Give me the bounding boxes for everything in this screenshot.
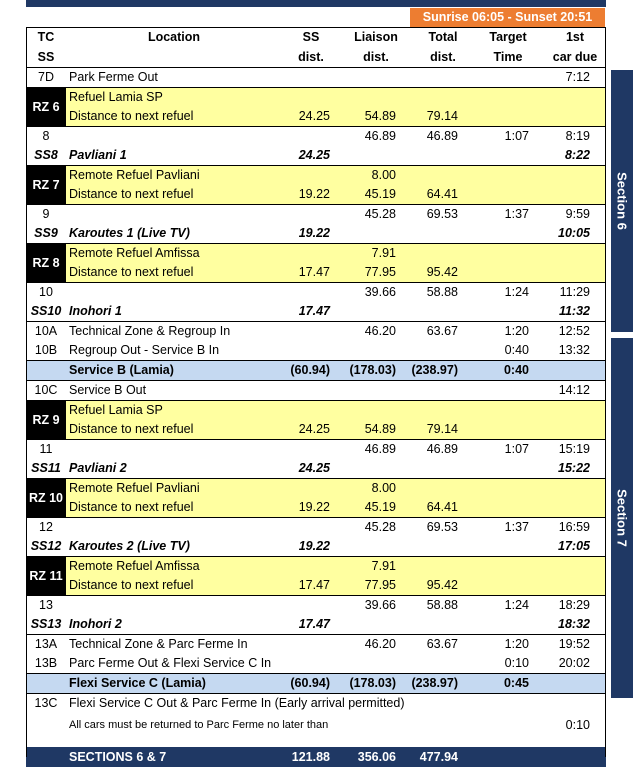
target-cell: 1:07: [504, 129, 529, 143]
tc-cell: 10C: [34, 383, 58, 397]
liaison-cell: 46.20: [364, 324, 396, 338]
tc-cell: 13B: [34, 656, 58, 670]
table-row: [26, 694, 606, 713]
location-cell: Distance to next refuel: [69, 500, 194, 514]
header-location: Location: [147, 30, 201, 44]
ss-dist-cell: (60.94): [290, 676, 330, 690]
service-name: Flexi Service C (Lamia): [69, 676, 206, 690]
stage-row: [26, 302, 606, 322]
refuel-row: [26, 244, 606, 270]
stage-id: SS11: [31, 461, 61, 475]
tc-cell: 8: [42, 129, 50, 143]
refuel-distance-row: [26, 263, 606, 283]
car-due-cell: 15:22: [558, 461, 590, 475]
total-cell: 63.67: [426, 324, 458, 338]
table-row: [26, 596, 606, 615]
refuel-row: [26, 166, 606, 192]
stage-id: SS12: [30, 539, 62, 553]
location-cell: Service B Out: [69, 383, 147, 397]
location-cell: Remote Refuel Pavliani: [69, 481, 200, 495]
stage-name: Inohori 2: [69, 617, 122, 631]
target-cell: 1:20: [504, 637, 529, 651]
parc-ferme-note: All cars must be returned to Parc Ferme no later than: [69, 719, 329, 731]
liaison-cell: 46.89: [364, 442, 396, 456]
location-cell: Remote Refuel Pavliani: [69, 168, 200, 182]
table-row: [26, 205, 606, 224]
liaison-cell: 356.06: [357, 750, 396, 764]
ss-dist-cell: 19.22: [298, 187, 330, 201]
total-cell: 477.94: [419, 750, 458, 764]
refuel-distance-row: [26, 576, 606, 596]
header-ss: SS: [302, 30, 320, 44]
liaison-cell: 8.00: [371, 168, 396, 182]
liaison-cell: 54.89: [364, 109, 396, 123]
refuel-distance-row: [26, 498, 606, 518]
target-cell: 0:45: [503, 676, 529, 690]
location-cell: Technical Zone & Regroup In: [69, 324, 231, 338]
header-total-dist: dist.: [430, 49, 456, 64]
car-due-cell: 19:52: [558, 637, 590, 651]
ss-dist-cell: 19.22: [298, 226, 330, 240]
location-cell: Remote Refuel Amfissa: [69, 559, 200, 573]
sunrise-sunset-banner: Sunrise 06:05 - Sunset 20:51: [410, 8, 605, 27]
refuel-row: [26, 479, 606, 505]
car-due-cell: 15:19: [558, 442, 590, 456]
tc-cell: 13C: [34, 696, 58, 710]
car-due-cell: 10:05: [558, 226, 590, 240]
stage-row: [26, 537, 606, 557]
itinerary-table: [26, 27, 606, 767]
ss-dist-cell: 24.25: [298, 148, 330, 162]
refuel-zone-badge: RZ 11: [26, 557, 66, 595]
car-due-cell: 8:22: [564, 148, 590, 162]
liaison-cell: (178.03): [349, 676, 396, 690]
table-row: [26, 635, 606, 654]
table-row: [26, 322, 606, 341]
tc-cell: 13A: [34, 637, 58, 651]
liaison-cell: 39.66: [364, 285, 396, 299]
car-due-cell: 11:29: [559, 285, 590, 299]
refuel-zone-badge: RZ 7: [26, 166, 66, 204]
refuel-row: [26, 557, 606, 583]
total-cell: 95.42: [426, 265, 458, 279]
total-cell: 69.53: [426, 207, 458, 221]
liaison-cell: 45.19: [364, 500, 396, 514]
target-cell: 1:24: [504, 285, 529, 299]
tc-cell: 10A: [34, 324, 58, 338]
target-cell: 1:20: [504, 324, 529, 338]
car-due-cell: 18:32: [558, 617, 590, 631]
total-cell: 46.89: [426, 442, 458, 456]
target-cell: 1:37: [504, 207, 529, 221]
header-car: 1st: [565, 30, 585, 44]
target-cell: 1:24: [504, 598, 529, 612]
target-cell: 0:10: [504, 656, 529, 670]
table-row: [26, 654, 606, 674]
liaison-cell: 77.95: [364, 265, 396, 279]
ss-dist-cell: 24.25: [298, 422, 330, 436]
stage-name: Pavliani 2: [69, 461, 127, 475]
ss-dist-cell: 24.25: [298, 461, 330, 475]
total-cell: 64.41: [426, 187, 458, 201]
table-row: [26, 68, 606, 88]
target-cell: 1:37: [504, 520, 529, 534]
car-due-cell: 14:12: [558, 383, 590, 397]
stage-id: SS13: [30, 617, 62, 631]
liaison-cell: 45.28: [364, 207, 396, 221]
refuel-distance-row: [26, 185, 606, 205]
target-cell: 0:40: [503, 363, 529, 377]
ss-dist-cell: 19.22: [298, 539, 330, 553]
location-cell: Distance to next refuel: [69, 187, 194, 201]
refuel-zone-badge: RZ 9: [26, 401, 66, 439]
stage-name: Karoutes 2 (Live TV): [69, 539, 190, 553]
header-liaison: Liaison: [354, 30, 398, 44]
stage-name: Karoutes 1 (Live TV): [69, 226, 190, 240]
location-cell: Distance to next refuel: [69, 109, 194, 123]
liaison-cell: 7.91: [371, 559, 396, 573]
location-cell: Distance to next refuel: [69, 265, 194, 279]
note-row: [26, 713, 606, 737]
total-label: SECTIONS 6 & 7: [69, 750, 167, 764]
section-7-label: Section 7: [614, 489, 630, 547]
total-cell: (238.97): [411, 363, 458, 377]
total-cell: 46.89: [426, 129, 458, 143]
stage-id: SS10: [30, 304, 62, 318]
location-cell: Park Ferme Out: [69, 70, 158, 84]
location-cell: Technical Zone & Parc Ferme In: [69, 637, 248, 651]
location-cell: Refuel Lamia SP: [69, 403, 163, 417]
refuel-zone-badge: RZ 8: [26, 244, 66, 282]
liaison-cell: 77.95: [364, 578, 396, 592]
target-cell: 1:07: [504, 442, 529, 456]
car-due-cell: 20:02: [558, 656, 590, 670]
refuel-distance-row: [26, 107, 606, 127]
car-due-cell: 16:59: [558, 520, 590, 534]
location-cell: Parc Ferme Out & Flexi Service C In: [69, 656, 272, 670]
location-cell: Flexi Service C Out & Parc Ferme In (Early arrival permitted): [69, 696, 405, 710]
stage-name: Inohori 1: [69, 304, 122, 318]
service-name: Service B (Lamia): [69, 363, 174, 377]
liaison-cell: 7.91: [371, 246, 396, 260]
liaison-cell: 54.89: [364, 422, 396, 436]
location-cell: Distance to next refuel: [69, 578, 194, 592]
liaison-cell: 45.28: [364, 520, 396, 534]
table-row: [26, 341, 606, 361]
refuel-zone-badge: RZ 6: [26, 88, 66, 126]
tc-cell: 10B: [34, 343, 58, 357]
total-cell: 64.41: [426, 500, 458, 514]
section-7-tab: [611, 338, 633, 698]
section-6-label: Section 6: [614, 172, 630, 230]
ss-dist-cell: (60.94): [290, 363, 330, 377]
ss-dist-cell: 17.47: [298, 265, 330, 279]
table-row: [26, 283, 606, 302]
stage-id: SS9: [34, 226, 58, 240]
refuel-zone-badge: RZ 10: [26, 479, 66, 517]
header-ss-dist: dist.: [298, 49, 324, 64]
header-row-2: [26, 48, 606, 69]
refuel-row: [26, 401, 606, 427]
car-due-cell: 0:10: [565, 718, 590, 732]
car-due-cell: 18:29: [558, 598, 590, 612]
refuel-row: [26, 88, 606, 114]
target-cell: 0:40: [504, 343, 529, 357]
service-row: [26, 674, 606, 694]
liaison-cell: 46.20: [364, 637, 396, 651]
total-cell: 58.88: [426, 598, 458, 612]
table-row: [26, 518, 606, 537]
sections-total-row: [26, 747, 606, 767]
total-cell: 63.67: [426, 637, 458, 651]
header-car-due: car due: [552, 49, 598, 64]
ss-dist-cell: 17.47: [298, 578, 330, 592]
liaison-cell: 39.66: [364, 598, 396, 612]
stage-row: [26, 146, 606, 166]
table-row: [26, 440, 606, 459]
tc-cell: 13: [39, 598, 53, 612]
section-6-tab: [611, 70, 633, 332]
ss-dist-cell: 19.22: [298, 500, 330, 514]
header-row: [26, 27, 606, 48]
spacer-row: [26, 737, 606, 747]
stage-row: [26, 615, 606, 635]
ss-dist-cell: 17.47: [298, 304, 330, 318]
tc-cell: 12: [39, 520, 53, 534]
car-due-cell: 9:59: [565, 207, 590, 221]
stage-row: [26, 459, 606, 479]
ss-dist-cell: 24.25: [298, 109, 330, 123]
header-target: Target: [489, 30, 527, 44]
tc-cell: 10: [39, 285, 53, 299]
total-cell: 58.88: [426, 285, 458, 299]
refuel-distance-row: [26, 420, 606, 440]
ss-dist-cell: 17.47: [298, 617, 330, 631]
liaison-cell: 45.19: [364, 187, 396, 201]
ss-dist-cell: 121.88: [291, 750, 330, 764]
car-due-cell: 8:19: [565, 129, 590, 143]
car-due-cell: 17:05: [558, 539, 590, 553]
car-due-cell: 13:32: [558, 343, 590, 357]
service-row: [26, 361, 606, 381]
total-cell: 95.42: [426, 578, 458, 592]
total-cell: 69.53: [426, 520, 458, 534]
location-cell: Distance to next refuel: [69, 422, 194, 436]
tc-cell: 11: [39, 442, 53, 456]
liaison-cell: (178.03): [349, 363, 396, 377]
car-due-cell: 11:32: [558, 304, 590, 318]
table-row: [26, 381, 606, 401]
stage-name: Pavliani 1: [69, 148, 127, 162]
header-ss-sub: SS: [37, 49, 55, 64]
car-due-cell: 7:12: [565, 70, 590, 84]
stage-row: [26, 224, 606, 244]
car-due-cell: 12:52: [558, 324, 590, 338]
location-cell: Remote Refuel Amfissa: [69, 246, 200, 260]
total-cell: 79.14: [426, 422, 458, 436]
liaison-cell: 8.00: [371, 481, 396, 495]
header-tc: TC: [37, 30, 55, 44]
top-banner-bar: [26, 0, 606, 7]
table-row: [26, 127, 606, 146]
location-cell: Refuel Lamia SP: [69, 90, 163, 104]
total-cell: 79.14: [426, 109, 458, 123]
header-target-time: Time: [493, 49, 523, 64]
stage-id: SS8: [34, 148, 58, 162]
tc-cell: 9: [42, 207, 50, 221]
tc-cell: 7D: [38, 70, 54, 84]
header-liaison-dist: dist.: [363, 49, 389, 64]
total-cell: (238.97): [411, 676, 458, 690]
location-cell: Regroup Out - Service B In: [69, 343, 220, 357]
liaison-cell: 46.89: [364, 129, 396, 143]
header-total: Total: [428, 30, 458, 44]
